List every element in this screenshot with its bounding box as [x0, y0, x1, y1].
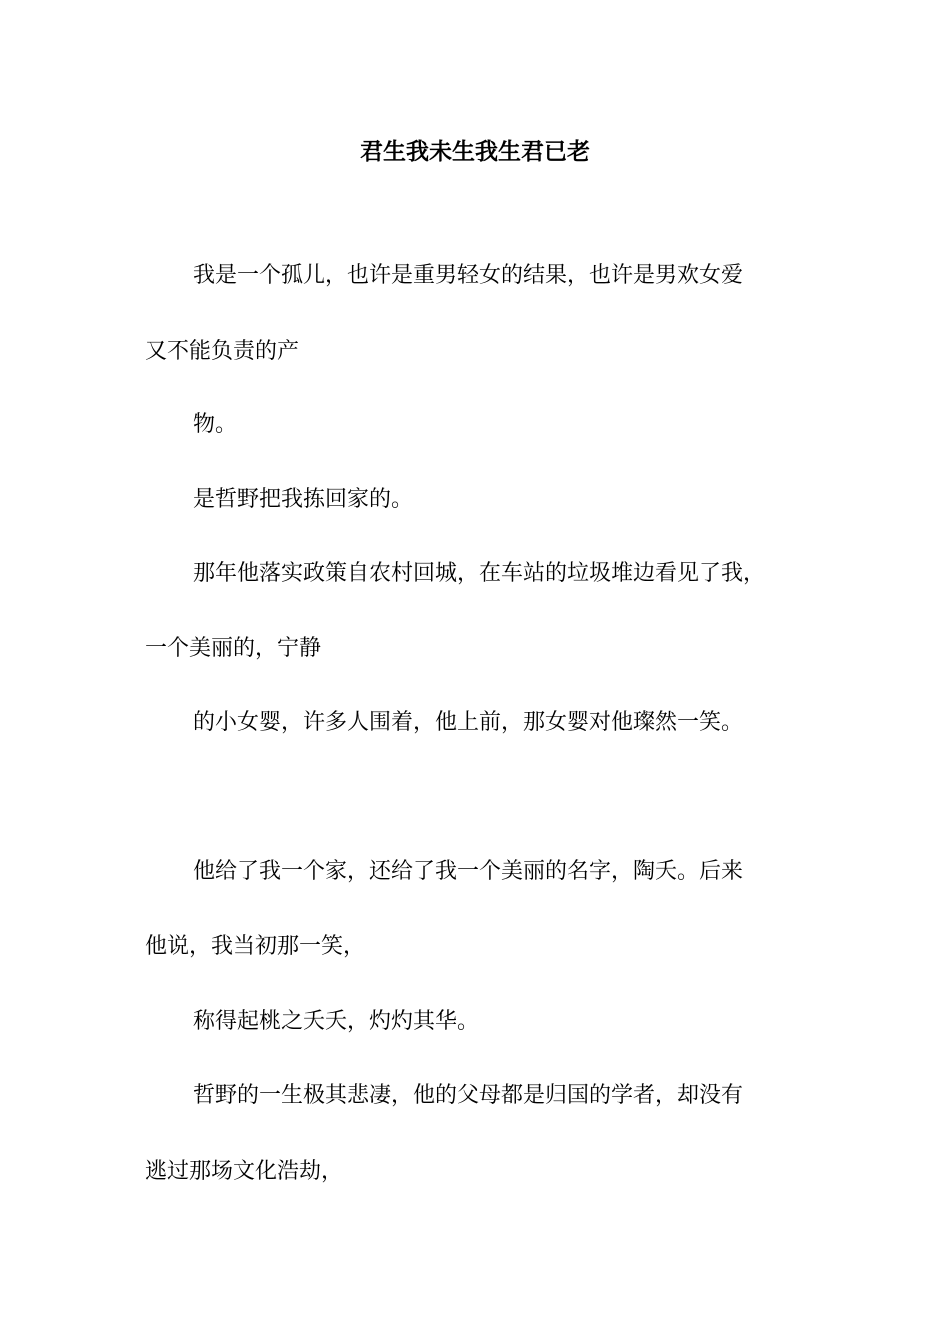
- paragraph-line: 那年他落实政策自农村回城，在车站的垃圾堆边看见了我，: [193, 561, 766, 586]
- paragraph-line: 称得起桃之夭夭，灼灼其华。: [193, 1009, 480, 1034]
- paragraph-line: 又不能负责的产: [145, 339, 300, 364]
- paragraph-line: 哲野的一生极其悲凄，他的父母都是归国的学者，却没有: [193, 1083, 744, 1108]
- paragraph-line: 他给了我一个家，还给了我一个美丽的名字，陶夭。后来: [193, 859, 744, 884]
- paragraph-line: 的小女婴，许多人围着，他上前，那女婴对他璨然一笑。: [193, 710, 744, 735]
- document-title: 君生我未生我生君已老: [360, 138, 590, 165]
- paragraph-line: 物。: [193, 412, 238, 437]
- paragraph-line: 一个美丽的，宁静: [145, 636, 322, 661]
- paragraph-line: 是哲野把我拣回家的。: [193, 487, 414, 512]
- paragraph-line: 我是一个孤儿，也许是重男轻女的结果，也许是男欢女爱: [193, 263, 744, 288]
- paragraph-line: 他说，我当初那一笑，: [145, 934, 366, 959]
- paragraph-line: 逃过那场文化浩劫，: [145, 1159, 344, 1184]
